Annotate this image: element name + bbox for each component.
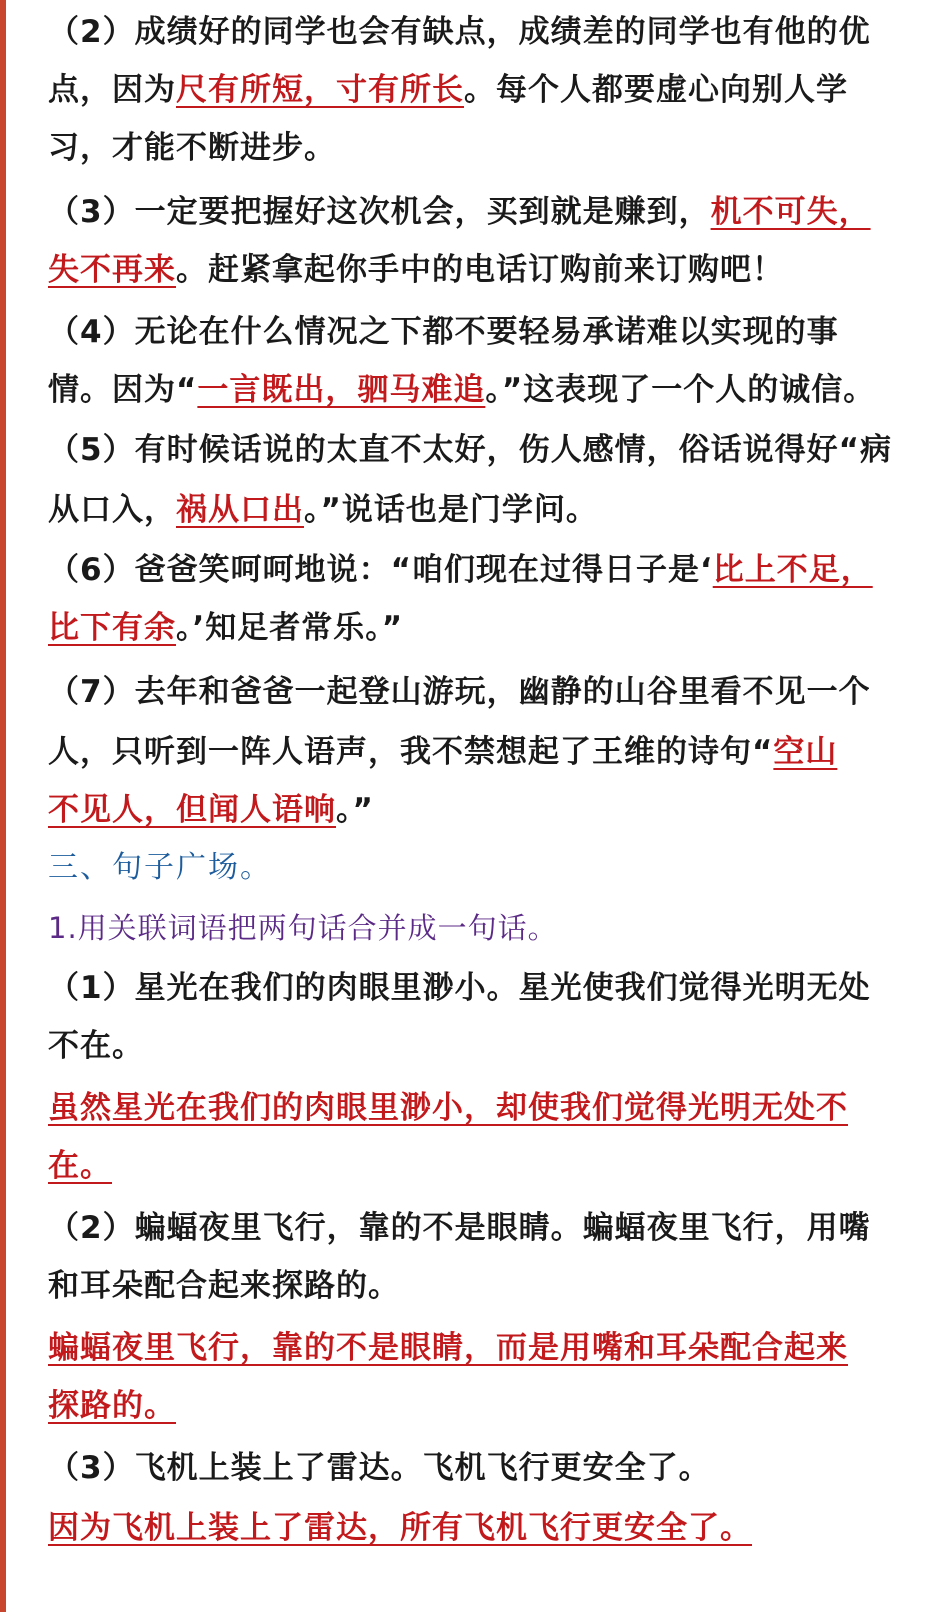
section-heading: 三、句子广场。 (48, 850, 272, 885)
sentence-2-line-1: （2）蝙蝠夜里飞行，靠的不是眼睛。蝙蝠夜里飞行，用嘴 (48, 1210, 871, 1246)
idiom-answer: 比下有余 (48, 610, 176, 646)
sentence-3-answer-line-1: 因为飞机上装上了雷达，所有飞机飞行更安全了。 (48, 1510, 752, 1546)
poem-answer: 空山 (773, 734, 838, 770)
item-7-line-1: （7）去年和爸爸一起登山游玩，幽静的山谷里看不见一个 (48, 674, 871, 710)
exercise-instruction: 1.用关联词语把两句话合并成一句话。 (48, 911, 558, 945)
item-6-line-2: 比下有余。’知足者常乐。” (48, 610, 404, 646)
item-4-line-2: 情。因为“一言既出，驷马难追。”这表现了一个人的诚信。 (48, 372, 876, 408)
sentence-3-line-1: （3）飞机上装上了雷达。飞机飞行更安全了。 (48, 1450, 711, 1486)
item-6-line-1: （6）爸爸笑呵呵地说：“咱们现在过得日子是‘比上不足， (48, 552, 873, 588)
idiom-answer: 机不可失， (710, 194, 871, 230)
item-2-line-3: 习，才能不断进步。 (48, 130, 336, 166)
poem-answer: 不见人，但闻人语响 (48, 792, 336, 828)
idiom-answer: 比上不足， (712, 552, 873, 588)
item-3-line-1: （3）一定要把握好这次机会，买到就是赚到，机不可失， (48, 194, 871, 230)
item-2-line-1: （2）成绩好的同学也会有缺点，成绩差的同学也有他的优 (48, 14, 871, 50)
idiom-answer: 一言既出，驷马难追 (197, 372, 486, 408)
idiom-answer: 失不再来 (48, 252, 176, 288)
sentence-2-line-2: 和耳朵配合起来探路的。 (48, 1268, 400, 1304)
item-5-line-2: 从口入，祸从口出。”说话也是门学问。 (48, 492, 598, 528)
sentence-2-answer-line-2: 探路的。 (48, 1388, 176, 1424)
item-3-line-2: 失不再来。赶紧拿起你手中的电话订购前来订购吧！ (48, 252, 784, 288)
sentence-2-answer-line-1: 蝙蝠夜里飞行，靠的不是眼睛，而是用嘴和耳朵配合起来 (48, 1330, 848, 1366)
idiom-answer: 祸从口出 (176, 492, 304, 528)
idiom-answer: 尺有所短，寸有所长 (176, 72, 464, 108)
item-5-line-1: （5）有时候话说的太直不太好，伤人感情，俗话说得好“病 (48, 432, 892, 468)
item-2-line-2: 点，因为尺有所短，寸有所长。每个人都要虚心向别人学 (48, 72, 848, 108)
item-7-line-3: 不见人，但闻人语响。” (48, 792, 374, 828)
item-7-line-2: 人，只听到一阵人语声，我不禁想起了王维的诗句“空山 (48, 734, 838, 770)
sentence-1-line-1: （1）星光在我们的肉眼里渺小。星光使我们觉得光明无处 (48, 970, 871, 1006)
sentence-1-line-2: 不在。 (48, 1028, 144, 1064)
sentence-1-answer-line-1: 虽然星光在我们的肉眼里渺小，却使我们觉得光明无处不 (48, 1090, 848, 1126)
item-4-line-1: （4）无论在什么情况之下都不要轻易承诺难以实现的事 (48, 314, 839, 350)
sentence-1-answer-line-2: 在。 (48, 1148, 112, 1184)
